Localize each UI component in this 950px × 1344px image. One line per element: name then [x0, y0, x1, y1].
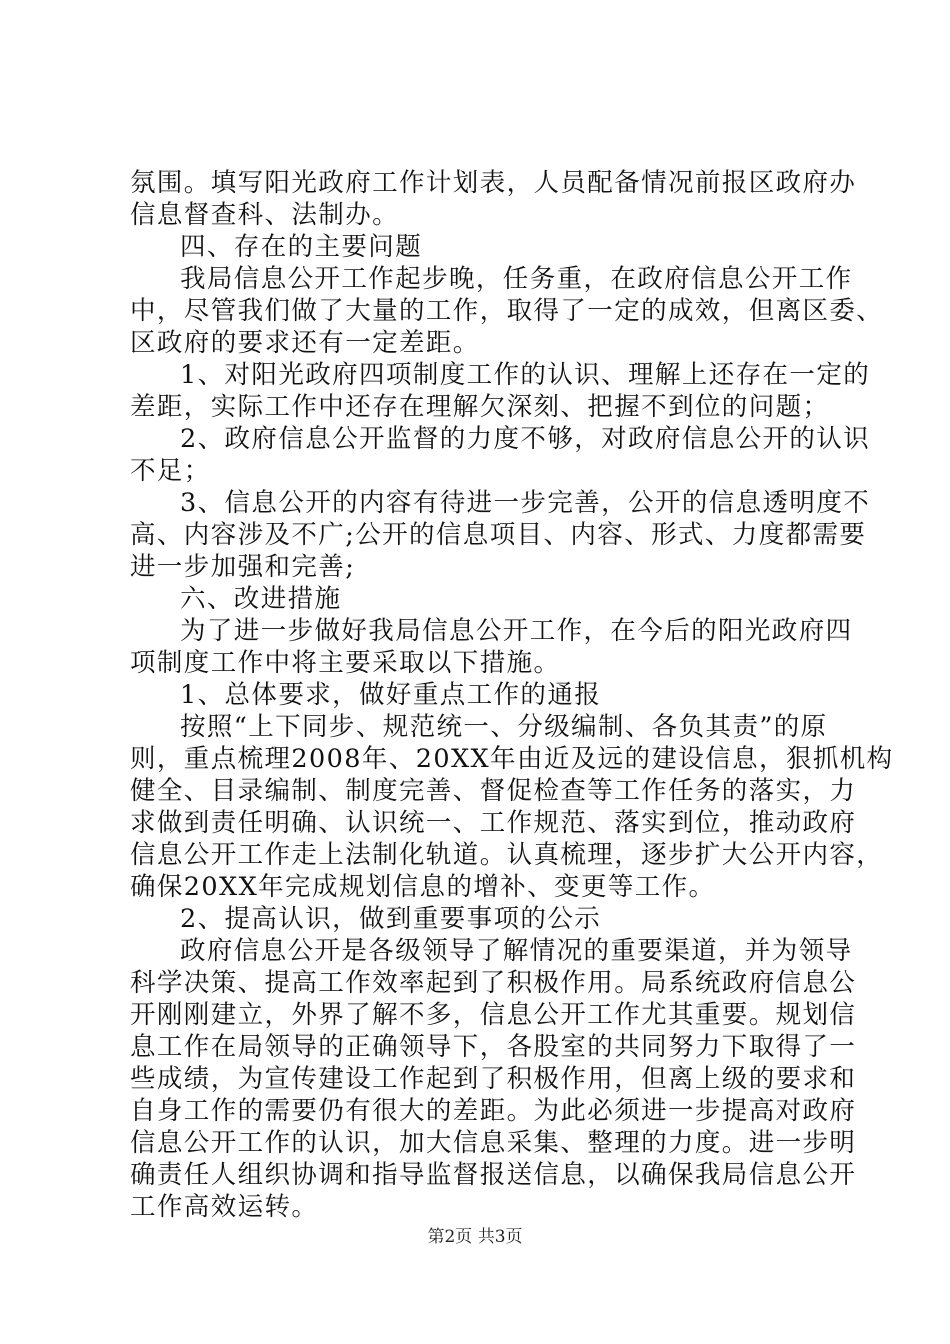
- text-line: 项制度工作中将主要采取以下措施。: [130, 648, 561, 678]
- text-line: 不足；: [130, 456, 211, 486]
- text-line: 确责任人组织协调和指导监督报送信息，以确保我局信息公开: [130, 1160, 857, 1190]
- text-line: 政府信息公开是各级领导了解情况的重要渠道，并为领导: [180, 936, 853, 966]
- text-line: 健全、目录编制、制度完善、督促检查等工作任务的落实，力: [130, 776, 857, 806]
- text-line: 1、对阳光政府四项制度工作的认识、理解上还存在一定的: [180, 360, 871, 390]
- text-line: 开刚刚建立，外界了解不多，信息公开工作尤其重要。规划信: [130, 1000, 857, 1030]
- text-line: 区政府的要求还有一定差距。: [130, 328, 480, 358]
- text-line: 2、提高认识，做到重要事项的公示: [180, 904, 602, 934]
- text-line: 2、政府信息公开监督的力度不够，对政府信息公开的认识: [180, 424, 871, 454]
- document-body: [130, 167, 894, 1223]
- text-line: 进一步加强和完善;: [130, 552, 356, 582]
- text-line: 差距，实际工作中还存在理解欠深刻、把握不到位的问题；: [130, 392, 830, 422]
- text-line: 1、总体要求，做好重点工作的通报: [180, 680, 602, 710]
- text-line: 中，尽管我们做了大量的工作，取得了一定的成效，但离区委、: [130, 296, 884, 326]
- text-line: 信息公开工作走上法制化轨道。认真梳理，逐步扩大公开内容，: [130, 840, 884, 870]
- page-number: 第2页 共3页: [427, 1227, 523, 1247]
- text-line: 科学决策、提高工作效率起到了积极作用。局系统政府信息公: [130, 968, 857, 998]
- text-line: 我局信息公开工作起步晚，任务重，在政府信息公开工作: [180, 264, 853, 294]
- text-line: 3、信息公开的内容有待进一步完善，公开的信息透明度不: [180, 488, 871, 518]
- text-line: 六、改进措施: [180, 584, 342, 614]
- text-line: 高、内容涉及不广;公开的信息项目、内容、形式、力度都需要: [130, 520, 867, 550]
- text-line: 信息督查科、法制办。: [130, 200, 400, 230]
- text-line: 信息公开工作的认识，加大信息采集、整理的力度。进一步明: [130, 1128, 857, 1158]
- page-footer: [0, 1222, 950, 1247]
- text-line: 自身工作的需要仍有很大的差距。为此必须进一步提高对政府: [130, 1096, 857, 1126]
- text-line: 确保20XX年完成规划信息的增补、变更等工作。: [130, 872, 716, 902]
- text-line: 按照“上下同步、规范统一、分级编制、各负其责”的原: [180, 712, 828, 742]
- text-line: 些成绩，为宣传建设工作起到了积极作用，但离上级的要求和: [130, 1064, 857, 1094]
- text-line: 息工作在局领导的正确领导下，各股室的共同努力下取得了一: [130, 1032, 857, 1062]
- text-line: 为了进一步做好我局信息公开工作，在今后的阳光政府四: [180, 616, 853, 646]
- text-line: 氛围。填写阳光政府工作计划表，人员配备情况前报区政府办: [130, 168, 857, 198]
- text-line: 四、存在的主要问题: [180, 232, 423, 262]
- text-line: 求做到责任明确、认识统一、工作规范、落实到位，推动政府: [130, 808, 857, 838]
- text-line: 则，重点梳理2008年、20XX年由近及远的建设信息，狠抓机构: [130, 744, 894, 774]
- text-line: 工作高效运转。: [130, 1192, 319, 1222]
